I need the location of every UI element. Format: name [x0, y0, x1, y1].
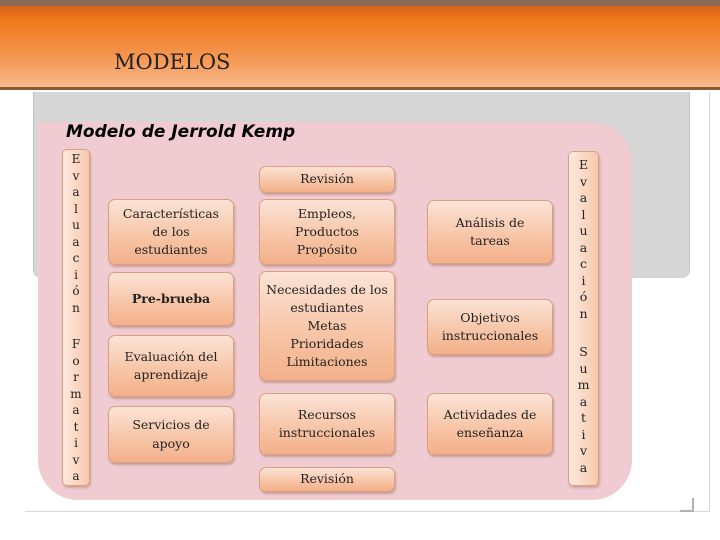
diagram-title: Modelo de Jerrold Kemp — [66, 122, 296, 142]
formative-evaluation-line2: F o r m a t i v a — [70, 337, 82, 483]
box-prebrueba: Pre-brueba — [108, 272, 234, 326]
box-analisis-tareas: Análisis de tareas — [427, 200, 553, 264]
box-caracteristicas: Características de los estudiantes — [108, 199, 234, 265]
box-objetivos: Objetivos instruccionales — [427, 299, 553, 355]
title-band — [0, 0, 720, 90]
summative-evaluation-line1: E v a l u a c i ó n — [578, 157, 589, 321]
formative-evaluation-bar — [62, 149, 90, 486]
box-actividades: Actividades de enseñanza — [427, 393, 553, 455]
box-recursos: Recursos instruccionales — [259, 393, 395, 455]
box-revision-top: Revisión — [259, 166, 395, 193]
formative-evaluation-line1: E v a l u a c i ó n — [71, 152, 81, 315]
box-empleos: Empleos, Productos Propósito — [259, 199, 395, 265]
corner-mark — [680, 498, 694, 512]
summative-evaluation-line2: S u m a t i v a — [577, 344, 590, 475]
box-revision-bottom: Revisión — [259, 467, 395, 492]
frame-line-right — [709, 92, 710, 512]
box-evaluacion-aprendizaje: Evaluación del aprendizaje — [108, 335, 234, 397]
slide-title: MODELOS — [114, 50, 231, 74]
box-servicios-apoyo: Servicios de apoyo — [108, 406, 234, 463]
box-necesidades: Necesidades de los estudiantes Metas Prioridades Limitaciones — [259, 271, 395, 381]
frame-line-bottom — [25, 511, 710, 512]
summative-evaluation-bar — [568, 151, 599, 486]
